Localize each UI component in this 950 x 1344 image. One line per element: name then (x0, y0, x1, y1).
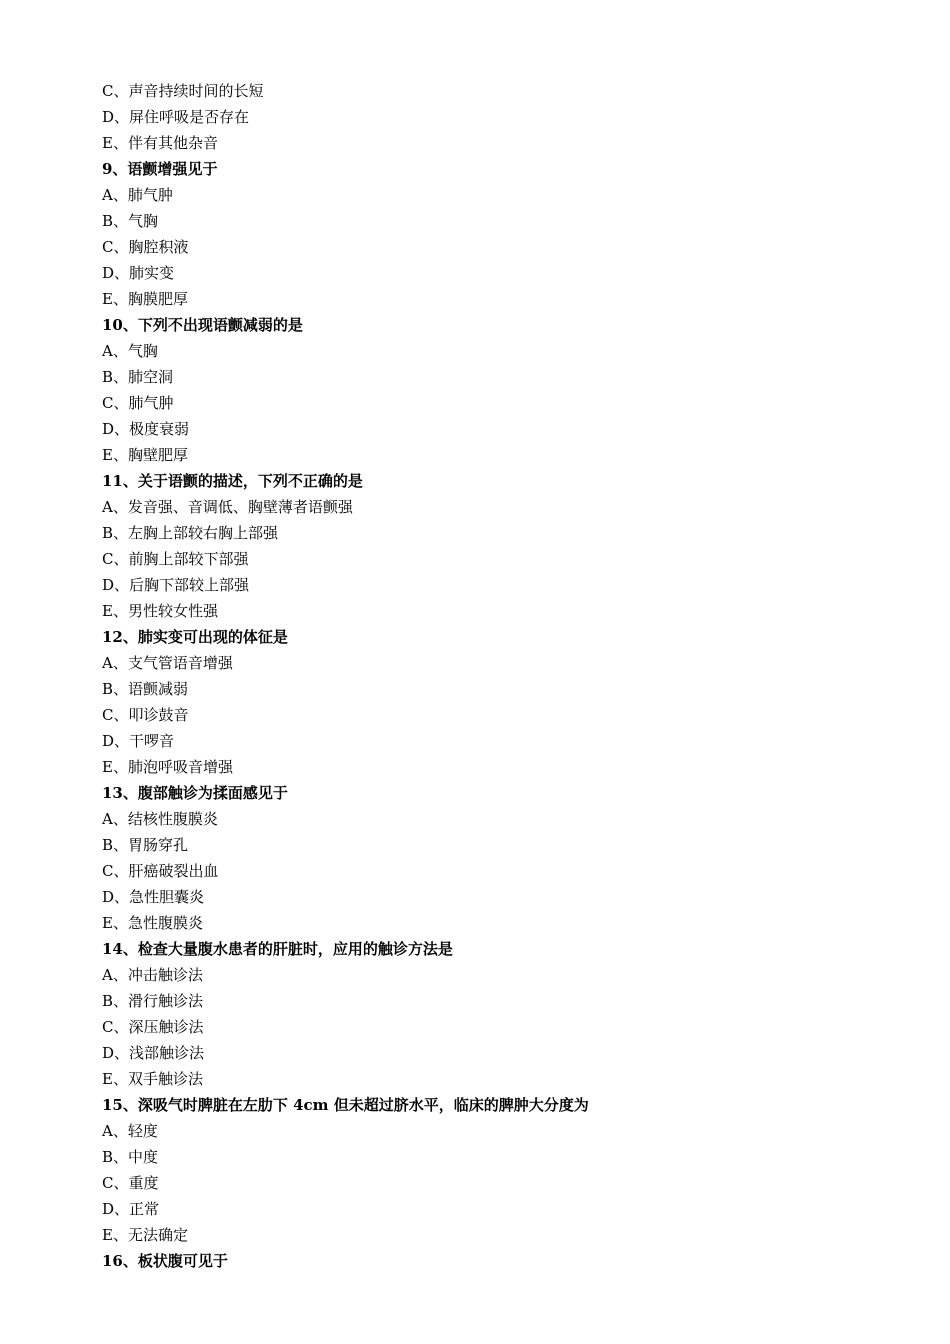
option-line: A、支气管语音增强 (102, 654, 233, 672)
option-line: E、胸膜肥厚 (102, 290, 188, 308)
option-line: A、结核性腹膜炎 (102, 810, 218, 828)
option-line: A、发音强、音调低、胸壁薄者语颤强 (102, 498, 353, 516)
option-line: D、正常 (102, 1200, 160, 1218)
option-line: E、急性腹膜炎 (102, 914, 203, 932)
option-line: B、肺空洞 (102, 368, 174, 386)
question-heading: 11、关于语颤的描述，下列不正确的是 (102, 472, 363, 490)
question-heading: 12、肺实变可出现的体征是 (102, 628, 288, 646)
option-line: B、语颤减弱 (102, 680, 189, 698)
option-line: A、肺气肿 (102, 186, 173, 204)
question-heading: 15、深吸气时脾脏在左肋下 4cm 但未超过脐水平，临床的脾肿大分度为 (102, 1096, 589, 1114)
document-page (102, 78, 862, 1274)
option-line: E、胸壁肥厚 (102, 446, 188, 464)
option-line: C、深压触诊法 (102, 1018, 204, 1036)
option-line: D、屏住呼吸是否存在 (102, 108, 250, 126)
question-heading: 10、下列不出现语颤减弱的是 (102, 316, 303, 334)
option-line: C、叩诊鼓音 (102, 706, 189, 724)
option-line: C、重度 (102, 1174, 159, 1192)
option-line: D、浅部触诊法 (102, 1044, 205, 1062)
option-line: A、冲击触诊法 (102, 966, 203, 984)
option-line: B、滑行触诊法 (102, 992, 204, 1010)
option-line: B、气胸 (102, 212, 159, 230)
option-line: C、肝癌破裂出血 (102, 862, 219, 880)
option-line: B、胃肠穿孔 (102, 836, 189, 854)
option-line: C、胸腔积液 (102, 238, 189, 256)
option-line: E、无法确定 (102, 1226, 188, 1244)
option-line: A、轻度 (102, 1122, 158, 1140)
option-line: C、前胸上部较下部强 (102, 550, 249, 568)
option-line: E、伴有其他杂音 (102, 134, 218, 152)
question-heading: 16、板状腹可见于 (102, 1252, 228, 1270)
question-heading: 13、腹部触诊为揉面感见于 (102, 784, 288, 802)
option-line: D、后胸下部较上部强 (102, 576, 250, 594)
option-line: B、中度 (102, 1148, 159, 1166)
question-heading: 9、语颤增强见于 (102, 160, 218, 178)
option-line: E、双手触诊法 (102, 1070, 203, 1088)
option-line: D、极度衰弱 (102, 420, 190, 438)
question-heading: 14、检查大量腹水患者的肝脏时，应用的触诊方法是 (102, 940, 453, 958)
option-line: D、干啰音 (102, 732, 175, 750)
option-line: D、急性胆囊炎 (102, 888, 205, 906)
option-line: D、肺实变 (102, 264, 175, 282)
option-line: E、男性较女性强 (102, 602, 218, 620)
option-line: B、左胸上部较右胸上部强 (102, 524, 279, 542)
option-line: E、肺泡呼吸音增强 (102, 758, 233, 776)
option-line: C、声音持续时间的长短 (102, 82, 264, 100)
option-line: C、肺气肿 (102, 394, 174, 412)
option-line: A、气胸 (102, 342, 158, 360)
